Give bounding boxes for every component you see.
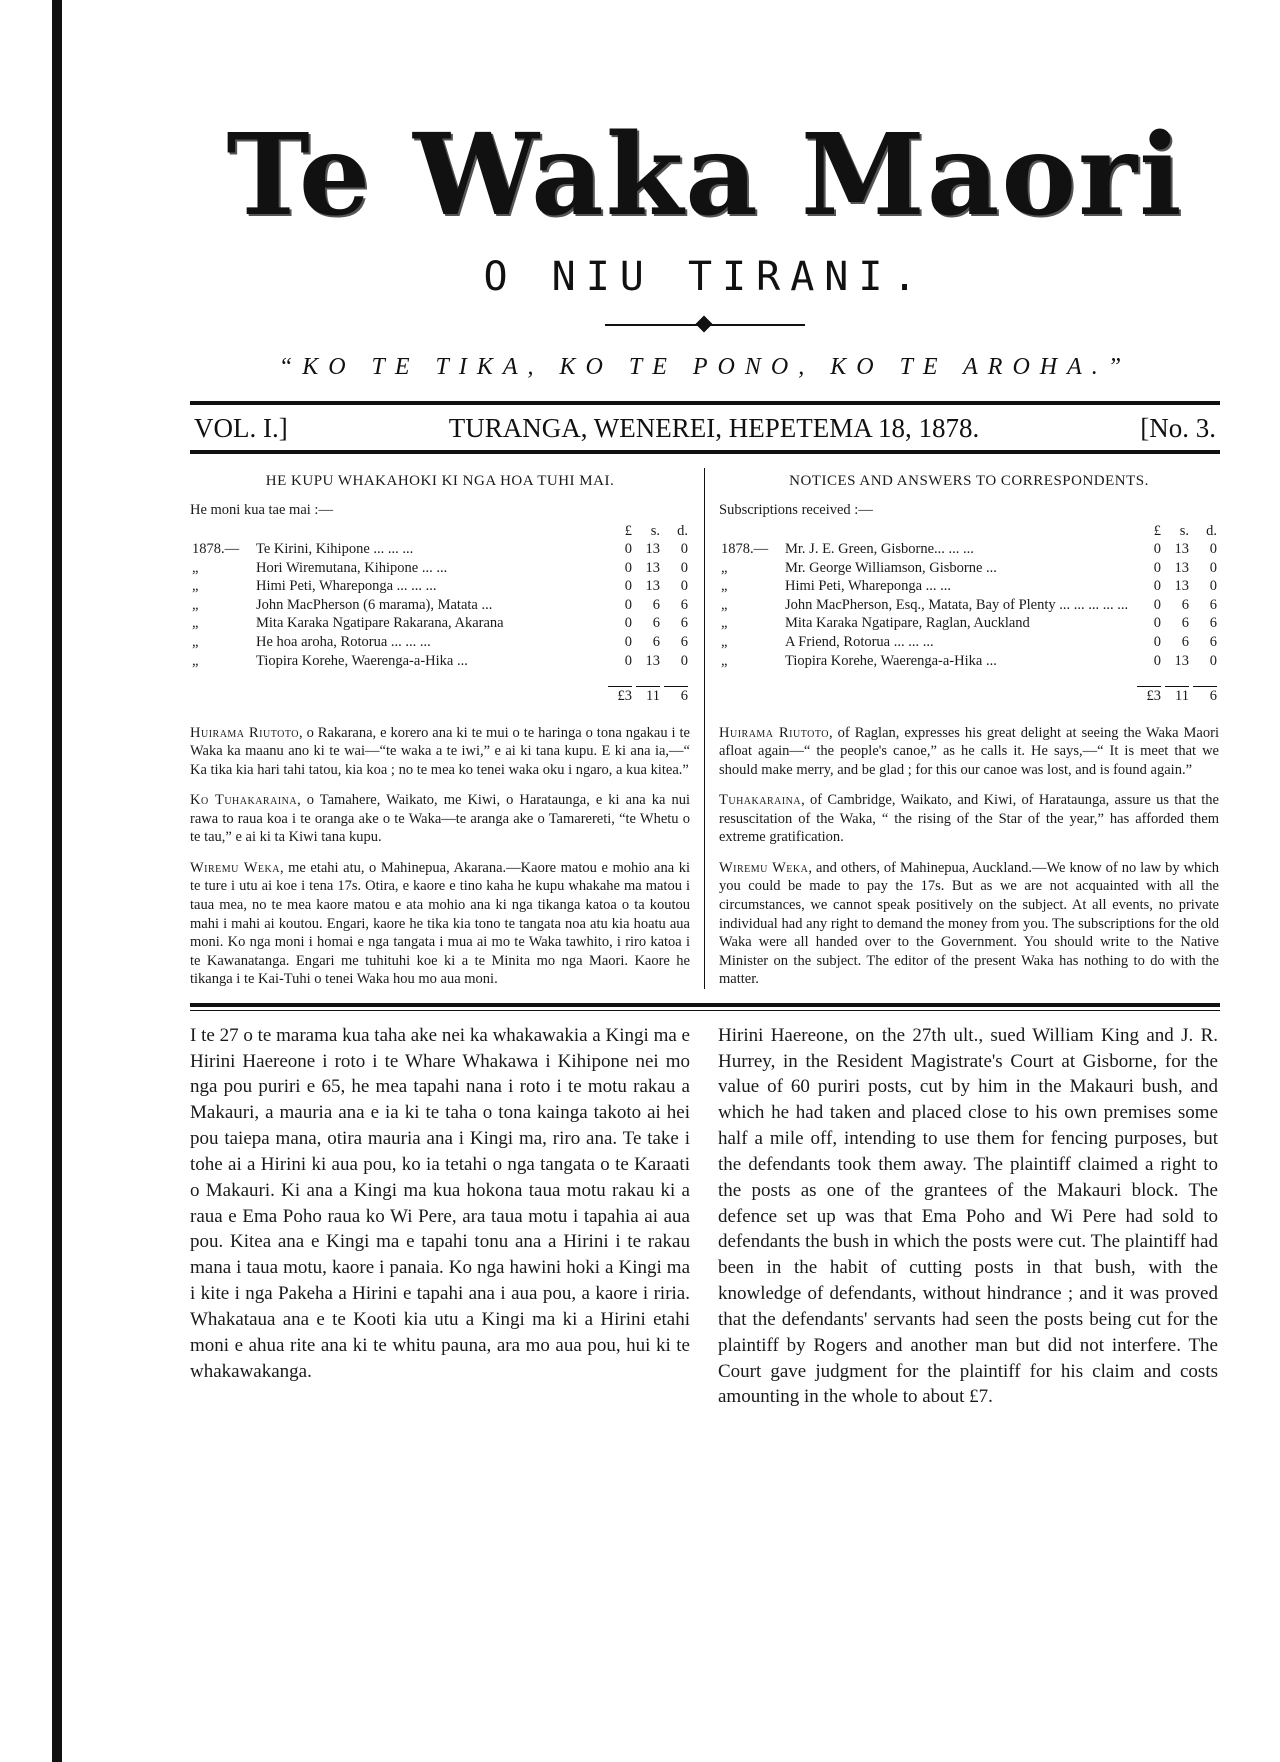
row-name: Mita Karaka Ngatipare, Raglan, Auckland	[785, 615, 1030, 632]
row-pounds: 0	[624, 578, 632, 595]
article-english: Hirini Haereone, on the 27th ult., sued William King and J. R. Hurrey, in the Resident Magistrate's Court at Gisborne, for the value of 60 puriri posts, cut by him in the Makauri bush, and which he had taken and placed close to his own premises some half a mile off, intending to use them for fencing purposes, but the defendants took them away. The plaintiff claimed a right to the posts as one of the grantees of the Makauri block. The defence set up was that Ema Poho and Wi Pere had sold to defendants the bush in which the posts were cut. The plaintiff had been in the habit of cutting posts in that bush, with the knowledge of defendants, without hindrance ; and it was proved that the defendants' servants had seen the posts being cut for the plaintiff by Rogers and another man but did not interfere. The Court gave judgment for the plaintiff for his claim and costs amounting in the whole to about £7.	[718, 1024, 1218, 1408]
correspondent-name: Huirama Riutoto	[719, 724, 830, 741]
pound-header: £	[624, 522, 632, 539]
page-binding-edge	[0, 0, 62, 1762]
place-date: TURANGA, WENEREI, HEPETEMA 18, 1878.	[448, 413, 980, 443]
row-name: Mr. George Williamson, Gisborne ...	[785, 559, 997, 576]
correspondent-name: Wiremu Weka	[719, 859, 809, 876]
row-pounds: 0	[624, 634, 632, 651]
row-shillings: 13	[645, 652, 660, 669]
row-name: He hoa aroha, Rotorua ... ... ...	[256, 634, 431, 651]
total-pence: 6	[680, 688, 688, 705]
row-pounds: 0	[1153, 596, 1161, 613]
row-pounds: 0	[624, 615, 632, 632]
subscriptions-table	[719, 522, 1219, 706]
row-shillings: 13	[645, 541, 660, 558]
notice-text: , o Rakarana, e korero ana ki te mui o te haringa o tona ngakau i te Waka ka maanu ano ki te wai—“te waka a te iwi,” e ai ki tana kupu. E ki ana ia,—“ Ka tika kia hari tahi tatou, kia koa ; no te mea ko tenei waka oku i ngaro, a kua kitea.”	[190, 724, 690, 778]
total-shillings: 11	[1175, 688, 1189, 705]
row-shillings: 6	[1181, 615, 1189, 632]
row-pence: 0	[1209, 541, 1217, 558]
subscription-row	[719, 559, 1219, 578]
row-shillings: 6	[652, 615, 660, 632]
row-name: Mr. J. E. Green, Gisborne... ... ...	[785, 541, 974, 558]
row-pence: 6	[680, 615, 688, 632]
volume-label: VOL. I.]	[194, 413, 288, 443]
row-pounds: 0	[1153, 634, 1161, 651]
column-heading: HE KUPU WHAKAHOKI KI NGA HOA TUHI MAI.	[265, 473, 615, 489]
row-year: „	[192, 634, 199, 651]
rule-bottom	[190, 450, 1220, 454]
table-header-row	[719, 522, 1219, 541]
notice-paragraph	[719, 791, 1219, 847]
row-year: „	[192, 615, 199, 632]
correspondent-name: Tuhakaraina	[719, 792, 802, 809]
court-article	[190, 1023, 1220, 1410]
subscription-row	[190, 633, 690, 652]
subscription-row	[190, 614, 690, 633]
row-shillings: 13	[645, 559, 660, 576]
row-year: 1878.—	[192, 541, 240, 558]
row-shillings: 6	[652, 634, 660, 651]
total-pounds: £3	[1146, 688, 1161, 705]
row-pounds: 0	[624, 652, 632, 669]
row-pence: 0	[680, 652, 688, 669]
row-pence: 0	[680, 541, 688, 558]
row-pence: 6	[1209, 615, 1217, 632]
notice-paragraph	[190, 724, 690, 780]
subscription-row	[190, 652, 690, 671]
subscription-row	[719, 614, 1219, 633]
subscription-row	[190, 559, 690, 578]
row-pence: 6	[1209, 634, 1217, 651]
total-rule	[1165, 686, 1189, 687]
notice-text: , of Cambridge, Waikato, and Kiwi, of Harataunga, assure us that the resuscitation of the Waka, “ the rising of the Star of the year,” has afforded them extreme gratification.	[719, 792, 1219, 846]
pence-header: d.	[1206, 522, 1217, 539]
issue-row	[190, 405, 1220, 450]
row-year: „	[192, 652, 199, 669]
article-maori: I te 27 o te marama kua taha ake nei ka whakawakia a Kingi ma e Hirini Haereone i roto i te Whare Whakawa i Kihipone nei mo nga pou puriri e 65, he mea tapahi nana i roto i te motu rakau a Makauri, a mauria ana e ia ki te taha o tona kainga takoto ai hei pou taiepa mana, otira mauria ana i Kingi ma, riro ana. Te take i tohe ai a Hirini ki aua pou, ko ia tetahi o nga tangata o te Karaati o Makauri. Ki ana a Kingi ma kua hokona taua motu rakau ki a raua e Ema Poho raua ko Wi Pere, ara taua motu i tapahia ai aua pou. Kitea ana e Kingi ma e tapahi tonu ana a Hirini i te rakau mana i taua motu, kaore i panaia. Ko nga hawini hoki a Kingi ma i kite i nga Pakeha a Hirini e tapahi ana i aua pou, a kaore i riria. Whakatauа ana e te Kooti kia utu a Kingi ma ki a Hirini etahi moni e ahua rite ana ki te whitu pauna, ara mo aua pou, hui ki te whakawakanga.	[190, 1024, 690, 1382]
total-shillings: 11	[646, 688, 660, 705]
row-pounds: 0	[1153, 578, 1161, 595]
row-name: John MacPherson (6 marama), Matata ...	[256, 596, 493, 613]
row-year: „	[721, 578, 728, 595]
total-rule	[608, 686, 632, 687]
correspondent-name: Wiremu Weka	[190, 859, 280, 876]
row-name: Himi Peti, Whareponga ... ...	[785, 578, 952, 595]
row-pence: 6	[1209, 596, 1217, 613]
ornament-divider	[605, 318, 805, 332]
notices-columns	[190, 468, 1220, 989]
subscription-row	[190, 540, 690, 559]
row-pounds: 0	[1153, 559, 1161, 576]
notices-list	[190, 724, 690, 989]
subscriptions-table	[190, 522, 690, 706]
pound-header: £	[1153, 522, 1161, 539]
notice-text: , o Tamahere, Waikato, me Kiwi, o Harataunga, e ki ana ka nui rawa to raua koa i te oranga ake o te Waka—te aranga ake o Tamarereti, “te Whetu o te tau,” e ai ki ta Kiwi tana kupu.	[190, 792, 690, 846]
row-shillings: 6	[1181, 596, 1189, 613]
issue-line	[190, 401, 1220, 454]
subscription-row	[719, 540, 1219, 559]
notice-paragraph	[190, 791, 690, 847]
row-pence: 0	[1209, 559, 1217, 576]
subscription-row	[190, 577, 690, 596]
total-row	[190, 670, 690, 706]
notices-list	[719, 724, 1219, 989]
row-shillings: 13	[1174, 559, 1189, 576]
masthead	[190, 110, 1220, 381]
newspaper-page	[190, 100, 1220, 1410]
row-pounds: 0	[624, 559, 632, 576]
pence-header: d.	[677, 522, 688, 539]
column-heading: NOTICES AND ANSWERS TO CORRESPONDENTS.	[789, 473, 1149, 489]
divider-thin	[190, 1010, 1220, 1011]
subscription-row	[719, 633, 1219, 652]
row-pounds: 0	[624, 596, 632, 613]
correspondent-name: Ko Tuhakaraina	[190, 792, 298, 809]
notice-paragraph	[719, 724, 1219, 780]
row-year: 1878.—	[721, 541, 769, 558]
row-pence: 6	[680, 596, 688, 613]
row-shillings: 6	[652, 596, 660, 613]
diamond-icon	[696, 316, 713, 333]
subscription-row	[719, 652, 1219, 671]
row-year: „	[192, 596, 199, 613]
maori-column	[190, 468, 704, 989]
row-name: Mita Karaka Ngatipare Rakarana, Akarana	[256, 615, 504, 632]
row-year: „	[721, 652, 728, 669]
row-pounds: 0	[1153, 541, 1161, 558]
issue-number: [No. 3.	[1140, 413, 1216, 443]
total-rule	[636, 686, 660, 687]
row-shillings: 13	[1174, 652, 1189, 669]
table-header-row	[190, 522, 690, 541]
row-shillings: 13	[1174, 578, 1189, 595]
row-pence: 0	[680, 559, 688, 576]
total-rule	[664, 686, 688, 687]
notice-text: , of Raglan, expresses his great delight at seeing the Waka Maori afloat again—“ the people's canoe,” as he calls it. He says,—“ It is meet that we should make merry, and be glad ; for this our canoe was lost, and is found again.”	[719, 724, 1219, 778]
subscriptions-intro: Subscriptions received :—	[719, 502, 873, 519]
row-year: „	[721, 596, 728, 613]
total-pounds: £3	[617, 688, 632, 705]
row-shillings: 13	[645, 578, 660, 595]
binding-shadow	[52, 0, 62, 1762]
shilling-header: s.	[650, 522, 660, 539]
row-year: „	[721, 615, 728, 632]
newspaper-title: Te Waka Maori	[226, 110, 1184, 241]
correspondent-name: Huirama Riutoto	[190, 724, 300, 741]
total-rule	[1137, 686, 1161, 687]
total-row	[719, 670, 1219, 706]
notice-text: , and others, of Mahinepua, Auckland.—We know of no law by which you could be made to pay the 17s. But as we are not acquainted with all the circumstances, we cannot speak positively on the subject. At all events, no private individual had any right to demand the money from you. The subscriptions for the old Waka were all handed over to the Government. You should write to the Native Minister on the subject. The editor of the present Waka has nothing to do with the matter.	[719, 859, 1219, 988]
row-shillings: 13	[1174, 541, 1189, 558]
row-name: Tiopira Korehe, Waerenga-a-Hika ...	[785, 652, 997, 669]
subscription-row	[190, 596, 690, 615]
row-year: „	[192, 559, 199, 576]
row-name: Tiopira Korehe, Waerenga-a-Hika ...	[256, 652, 468, 669]
total-rule	[1193, 686, 1217, 687]
row-pence: 0	[1209, 652, 1217, 669]
notice-text: , me etahi atu, o Mahinepua, Akarana.—Kaore matou e mohio ana ki te ture i utu ai koe i tena 17s. Otira, e kaore e tino kaha he kupu whakahe ma matou i taua mea, no te mea kaore matou e ata mohio ana ki nga tikanga katoa o ta koutou mahi i mahi ai koutou. Engari, kaore he tika kia tono te tangata noa atu kia hoatu aua moni. Ko nga moni i homai e nga tangata i mua ai mo te Waka tawhito, i riro katoa i te Kawanatanga. Engari me tuhituhi koe ki a te Minita mo nga Maori. Kaore he tikanga i te Kai-Tuhi o tenei Waka hou mo aua moni.	[190, 859, 691, 988]
total-pence: 6	[1209, 688, 1217, 705]
subscriptions-intro: He moni kua tae mai :—	[190, 502, 333, 519]
row-name: Hori Wiremutana, Kihipone ... ...	[256, 559, 448, 576]
row-year: „	[721, 634, 728, 651]
section-divider	[190, 1003, 1220, 1011]
row-name: John MacPherson, Esq., Matata, Bay of Plenty ... ... ... ... ...	[785, 596, 1129, 613]
row-shillings: 6	[1181, 634, 1189, 651]
newspaper-subtitle: O NIU TIRANI.	[483, 254, 927, 300]
row-pounds: 0	[1153, 615, 1161, 632]
row-pence: 0	[1209, 578, 1217, 595]
row-pence: 6	[680, 634, 688, 651]
row-pence: 0	[680, 578, 688, 595]
row-pounds: 0	[1153, 652, 1161, 669]
motto: “KO TE TIKA, KO TE PONO, KO TE AROHA.”	[278, 354, 1132, 380]
subscription-row	[719, 577, 1219, 596]
divider-thick	[190, 1003, 1220, 1007]
row-name: Te Kirini, Kihipone ... ... ...	[256, 541, 414, 558]
row-name: A Friend, Rotorua ... ... ...	[785, 634, 934, 651]
row-year: „	[192, 578, 199, 595]
shilling-header: s.	[1179, 522, 1189, 539]
english-column	[704, 468, 1219, 989]
row-year: „	[721, 559, 728, 576]
notice-paragraph	[719, 859, 1219, 989]
row-name: Himi Peti, Whareponga ... ... ...	[256, 578, 437, 595]
notice-paragraph	[190, 859, 690, 989]
row-pounds: 0	[624, 541, 632, 558]
subscription-row	[719, 596, 1219, 615]
